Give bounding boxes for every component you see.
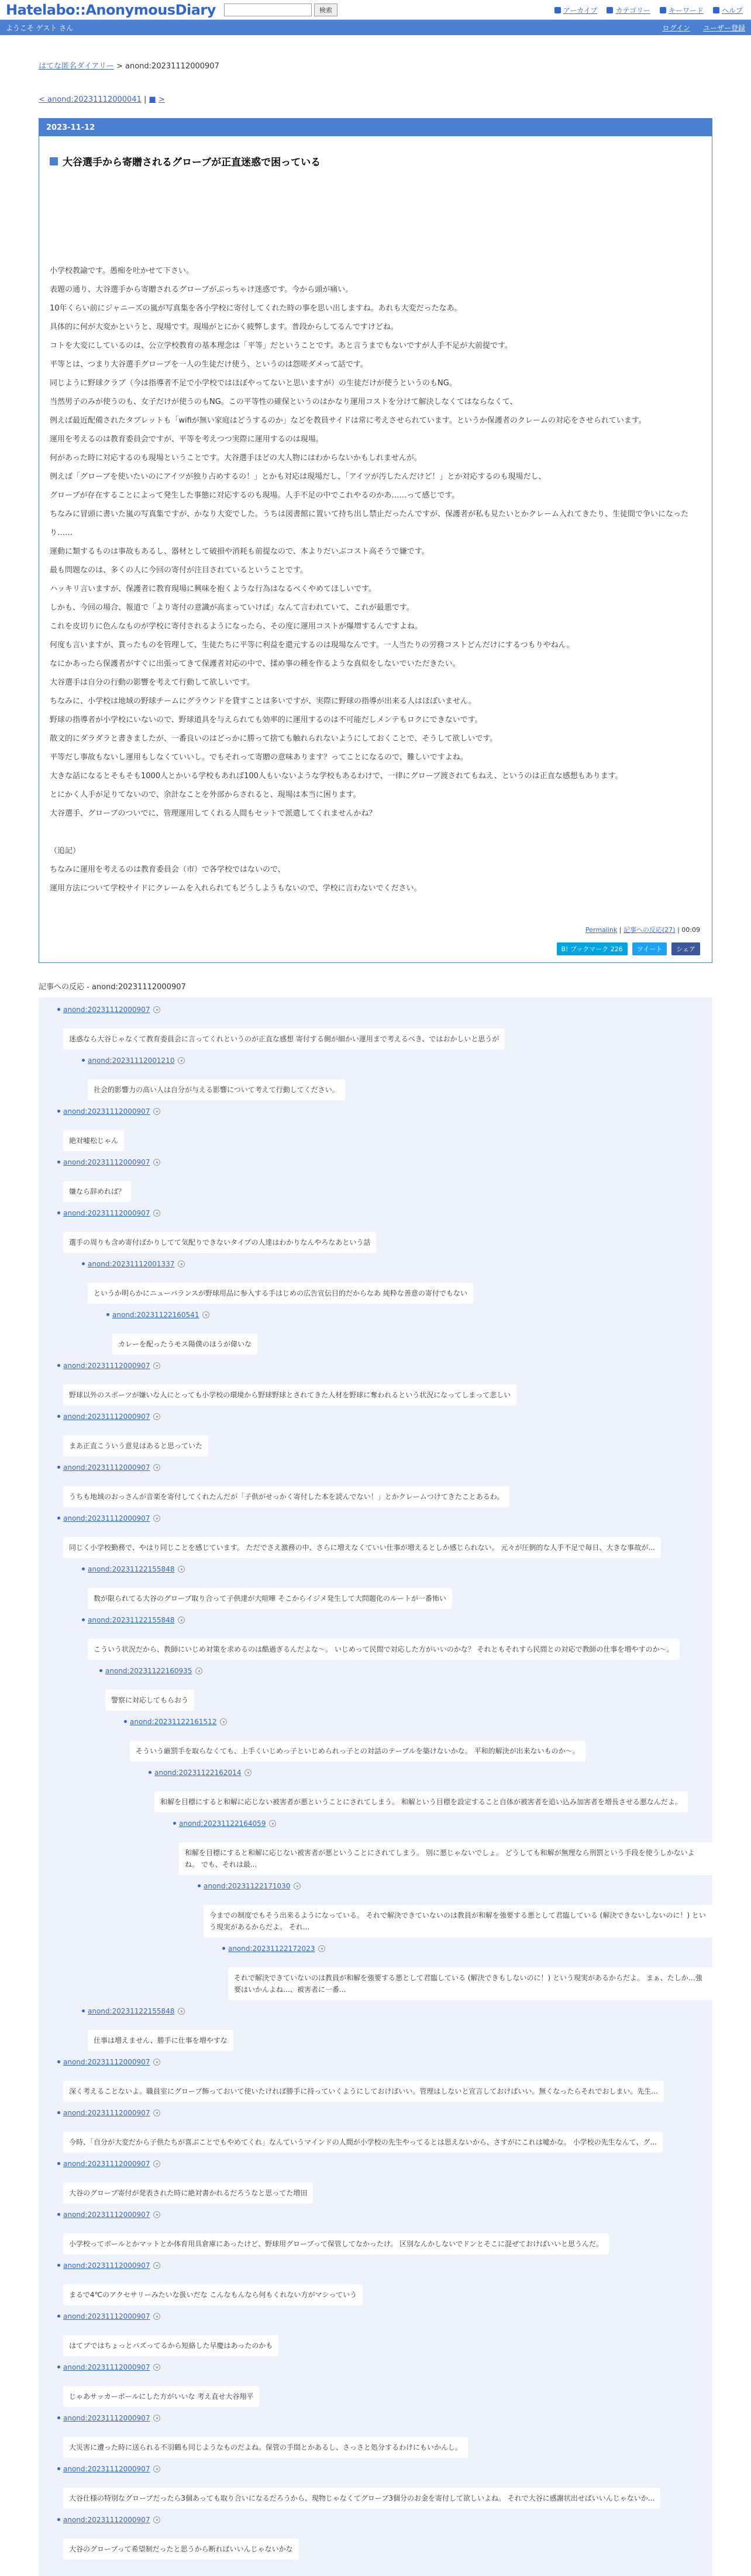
reaction-link[interactable]: anond:20231122155848 bbox=[88, 2007, 175, 2015]
reaction-item bbox=[39, 2208, 712, 2259]
entry-line: グローブが存在することによって発生した事態に対応するのも現場。人手不足の中でこれやるのかあ……って感じです。 bbox=[50, 491, 460, 500]
reaction-header bbox=[88, 1258, 712, 1270]
reaction-item bbox=[39, 2157, 712, 2208]
reaction-item bbox=[39, 1105, 712, 1156]
entry-line: 運用方法について学校サイドにクレームを入れられてもどうしようもないので、学校に言わないでください。 bbox=[50, 884, 422, 893]
reaction-header bbox=[63, 1156, 712, 1169]
reaction-item bbox=[39, 2412, 712, 2463]
breadcrumb-home[interactable]: はてな匿名ダイアリー bbox=[39, 62, 114, 71]
register-link[interactable]: ユーザー登録 bbox=[702, 23, 745, 32]
reaction-link[interactable]: anond:20231112001210 bbox=[88, 1056, 175, 1065]
reaction-text: まあ正直こういう意見はあると思っていた bbox=[63, 1435, 208, 1456]
reaction-item bbox=[39, 1563, 712, 1614]
reaction-item bbox=[39, 1410, 712, 1461]
reaction-header bbox=[88, 1563, 712, 1576]
expand-arrow-icon[interactable]: ▾ bbox=[153, 1210, 160, 1217]
top-nav bbox=[554, 5, 743, 15]
reaction-text: 仕事は増えません、勝手に仕事を増やすな bbox=[88, 2030, 233, 2051]
reaction-header bbox=[63, 2361, 712, 2374]
reactions-list bbox=[39, 997, 712, 2576]
entry-line: 最も問題なのは、多くの人に今回の寄付が注目されているということです。 bbox=[50, 566, 308, 575]
entry-footer: Permalink | 記事への反応(27) | 00:09 bbox=[585, 926, 700, 934]
entry-line: これを皮切りに色んなものが学校に寄付されるようになったら、その度に運用コストが爆増するんですよね。 bbox=[50, 622, 423, 631]
reaction-text: 絶対嘘松じゃん bbox=[63, 1130, 124, 1151]
reaction-item bbox=[39, 1942, 712, 2005]
expand-arrow-icon[interactable]: ▾ bbox=[318, 1945, 325, 1952]
reaction-text: 嫌なら辞めれば？ bbox=[63, 1181, 131, 1202]
entry-line: 運用を考えるのは教育委員会ですが、平等を考えつつ実際に運用するのは現場。 bbox=[50, 435, 323, 444]
expand-arrow-icon[interactable]: ▾ bbox=[153, 1159, 160, 1166]
expand-arrow-icon[interactable]: ▾ bbox=[153, 1006, 160, 1013]
reaction-link[interactable]: anond:20231112001337 bbox=[88, 1260, 175, 1268]
reaction-item bbox=[39, 2005, 712, 2056]
reaction-text: はてブではちょっとバズってるから短絡した早慶はあったのかも bbox=[63, 2335, 278, 2356]
reaction-item bbox=[39, 2513, 712, 2564]
reaction-header bbox=[63, 2107, 712, 2119]
search-button[interactable]: 検索 bbox=[314, 4, 337, 16]
entry-line: 大谷選手は自分の行動の影響を考えて行動して欲しいです。 bbox=[50, 678, 254, 687]
title-square-icon bbox=[50, 157, 58, 165]
reaction-header bbox=[63, 1359, 712, 1372]
reaction-item bbox=[39, 2361, 712, 2412]
reaction-header bbox=[228, 1942, 712, 1955]
entry-line: 平等だし事故もないし運用もしなくていいし。でもそれって寄贈の意味あります？ってことになるので、難しいですよね。 bbox=[50, 753, 468, 762]
reaction-link[interactable]: anond:20231112000907 bbox=[63, 2516, 150, 2524]
entry-line: （追記） bbox=[50, 847, 81, 855]
archive-icon bbox=[554, 7, 561, 13]
entry-line: 大きな話になるとそもそも1000人とかいる学校もあれば100人もいないような学校もあるわけで、一律にグローブ渡されてもねえ、というのは正直な感想もあります。 bbox=[50, 772, 623, 781]
reaction-text: そういう厳罰手を取らなくても、上手くいじめっ子といじめられっ子との対話のテーブルを築けないかな。 平和的解決が出来ないものか～。 bbox=[130, 1741, 585, 1762]
reaction-link[interactable]: anond:20231112000907 bbox=[63, 2160, 150, 2168]
expand-arrow-icon[interactable]: ▾ bbox=[153, 2364, 160, 2371]
reaction-header bbox=[63, 1410, 712, 1423]
reaction-text: 大谷仕様の特別なグローブだったら3個あっても取り合いになるだろうから、現物じゃなくてグローブ3個分のお金を寄付して欲しいよね。 それで大谷に感謝状出せばいいんじゃないか... bbox=[63, 2488, 660, 2509]
entry-line: ちなみに、小学校は地域の野球チームにグラウンドを貸すことは多いですが、実際に野球の指導が出来る人はほぼいません。 bbox=[50, 697, 476, 706]
reaction-header bbox=[63, 1512, 712, 1525]
reaction-header bbox=[63, 1461, 712, 1474]
reaction-text: それで解決できていないのは教員が和解を強要する悪として君臨している (解決できもしないのに！) という現実があるからだよ。 まぁ、たしか…強要はいかんよね…、被害者に一番... bbox=[228, 1967, 712, 2000]
breadcrumb bbox=[39, 60, 751, 71]
entry-line: ちなみに冒頭に書いた嵐の写真集ですが、かなり大変でした。うちは図書館に置いて持ち出し禁止だったんですが、保護者が私も見たいとかクレーム入れてきたり、生徒間で争いになったり…… bbox=[50, 510, 689, 537]
reaction-text: 和解を目標にすると和解に応じない被害者が悪ということにされてしまう。 和解という目標を設定すること自体が被害者を追い込み加害者を増長させる悪なんだよ。 bbox=[154, 1791, 688, 1812]
entry-time: 00:09 bbox=[681, 926, 700, 934]
reaction-text: 迷惑なら大谷じゃなくて教育委員会に言ってくれというのが正直な感想 寄付する側が細かい運用まで考えるべき、ではおかしいと思うが bbox=[63, 1028, 505, 1049]
welcome-bar bbox=[0, 20, 751, 35]
entry-line: 小学校教諭です。愚痴を吐かせて下さい。 bbox=[50, 267, 194, 275]
reaction-text: 選手の周りも含め寄付ばかりしてて気配りできないタイプの人達はわかりなんやろなあという話 bbox=[63, 1232, 376, 1253]
reaction-header bbox=[63, 1003, 712, 1016]
reaction-link[interactable]: anond:20231112000907 bbox=[63, 1209, 150, 1217]
share-buttons bbox=[39, 942, 700, 955]
expand-arrow-icon[interactable]: ▾ bbox=[153, 1515, 160, 1522]
reaction-link[interactable]: anond:20231112000907 bbox=[63, 1006, 150, 1014]
expand-arrow-icon[interactable]: ▾ bbox=[178, 1566, 185, 1573]
refs-link[interactable]: 記事への反応(27) bbox=[623, 926, 676, 934]
site-logo[interactable]: Hatelabo::AnonymousDiary bbox=[6, 1, 216, 18]
reaction-link[interactable]: anond:20231112000907 bbox=[63, 1463, 150, 1472]
entry-line: なにかあったら保護者がすぐに出張ってきて保護者対応の中で、揉め事の種を作るような真似をしないでいただきたい。 bbox=[50, 659, 460, 668]
reaction-text: 野球以外のスポーツが嫌いな人にとっても小学校の環境から野球野球とされてきた人材を野球に奪われるという状況になってしまって悲しい bbox=[63, 1384, 516, 1406]
entry-line: とにかく人手が足りてないので、余計なことを外部からされると、現場は本当に困ります。 bbox=[50, 790, 361, 799]
reaction-header bbox=[88, 1614, 712, 1627]
nav-category[interactable] bbox=[607, 5, 650, 15]
home-link[interactable]: ■ bbox=[149, 95, 156, 104]
expand-arrow-icon[interactable]: ▾ bbox=[153, 2516, 160, 2523]
reaction-link[interactable]: anond:20231112000907 bbox=[63, 1107, 150, 1116]
nav-help[interactable] bbox=[713, 5, 743, 15]
reaction-text: 大災害に遭った時に送られる不羽鶴も同じようなものだよね。保管の手間とかあるし、さっさと処分するわけにもいかんし。 bbox=[63, 2437, 468, 2458]
reaction-link[interactable]: anond:20231122160541 bbox=[112, 1311, 199, 1319]
prev-next-nav: < anond:20231112000041 | ■ > bbox=[39, 95, 165, 104]
expand-arrow-icon[interactable]: ▾ bbox=[153, 2160, 160, 2167]
reaction-item bbox=[39, 1614, 712, 1665]
expand-arrow-icon[interactable]: ▾ bbox=[153, 1464, 160, 1471]
reaction-item bbox=[39, 1715, 712, 1766]
reaction-link[interactable]: anond:20231112000907 bbox=[63, 2058, 150, 2066]
entry-body bbox=[50, 262, 700, 898]
reaction-item bbox=[39, 1880, 712, 1942]
expand-arrow-icon[interactable]: ▾ bbox=[178, 1617, 185, 1624]
reaction-text: 数が限られてる大谷のグローブ取り合って子供達が大喧嘩 そこからイジメ発生して大問題化のルートが一番怖い bbox=[88, 1588, 452, 1609]
nav-archive[interactable] bbox=[554, 5, 598, 15]
expand-arrow-icon[interactable]: ▾ bbox=[178, 1057, 185, 1064]
reaction-header bbox=[130, 1715, 712, 1728]
reaction-text: というか明らかにニューバランスが野球用品に参入する手はじめの広告宣伝目的だからなあ 純粋な善意の寄付でもない bbox=[88, 1283, 473, 1304]
reaction-header bbox=[112, 1308, 712, 1321]
reaction-link[interactable]: anond:20231112000907 bbox=[63, 2465, 150, 2473]
reaction-link[interactable]: anond:20231122155848 bbox=[88, 1565, 175, 1573]
expand-arrow-icon[interactable]: ▾ bbox=[220, 1718, 227, 1725]
entry-line: 何があった時に対応するのも現場ということです。大谷選手ほどの大人物にはわからないかもしれませんが。 bbox=[50, 454, 422, 462]
entry-title bbox=[50, 154, 712, 168]
entry-line: 例えば最近配備されたタブレットも「wifiが無い家庭はどうするのか」などを教員サイドは常に考えさせられています。というか保護者のクレームの対応をさせられています。 bbox=[50, 416, 646, 425]
permalink[interactable]: Permalink bbox=[585, 926, 618, 934]
search-form bbox=[224, 4, 337, 16]
reaction-text: まるで4℃のアクセサリーみたいな扱いだな こんなもんなら何もくれない方がマシっていう bbox=[63, 2284, 363, 2305]
entry-line: 具体的に何が大変かというと、現場です。現場がとにかく疲弊します。普段からしてるんですけどね。 bbox=[50, 323, 398, 332]
entry-line: 表題の通り、大谷選手から寄贈されるグローブがぶっちゃけ迷惑です。今から頭が痛い。 bbox=[50, 285, 353, 294]
expand-arrow-icon[interactable]: ▾ bbox=[178, 2008, 185, 2015]
diary-entry bbox=[39, 118, 712, 963]
expand-arrow-icon[interactable]: ▾ bbox=[153, 1108, 160, 1115]
reaction-text: 警察に対応してもらおう bbox=[105, 1690, 194, 1711]
reaction-link[interactable]: anond:20231112000907 bbox=[63, 1514, 150, 1522]
reaction-item bbox=[39, 1054, 712, 1105]
reaction-header bbox=[88, 2005, 712, 2018]
reaction-link[interactable]: anond:20231122164059 bbox=[179, 1819, 266, 1828]
reaction-header bbox=[63, 1105, 712, 1118]
hatena-bookmark-button[interactable]: B! ブックマーク 226 bbox=[557, 942, 628, 955]
entry-title-text: 大谷選手から寄贈されるグローブが正直迷惑で困っている bbox=[63, 157, 321, 168]
reaction-text: 和解を目標にすると和解に応じない被害者が悪ということにされてしまう。 別に悪じゃないでしょ。 どうしても和解が無理なら刑罰という手段を使うしかないよね。 でも、それは最... bbox=[179, 1842, 712, 1875]
reaction-link[interactable]: anond:20231112000907 bbox=[63, 2363, 150, 2371]
reaction-text: カレーを配ったうモス陽僕のほうが偉いな bbox=[112, 1334, 257, 1355]
expand-arrow-icon[interactable]: ▾ bbox=[153, 1362, 160, 1369]
reaction-header bbox=[63, 2412, 712, 2425]
reaction-item bbox=[39, 1512, 712, 1563]
entry-line: コトを大変にしているのは、公立学校教育の基本理念は「平等」だということです。あと言うまでもないですが人手不足が大前提です。 bbox=[50, 341, 512, 350]
reaction-link[interactable]: anond:20231122171030 bbox=[204, 1882, 291, 1890]
refs-title: 記事への反応 - anond:20231112000907 bbox=[39, 983, 186, 992]
expand-arrow-icon[interactable]: ▾ bbox=[153, 2465, 160, 2473]
nav-keyword-label: キーワード bbox=[668, 6, 704, 15]
reaction-item bbox=[39, 2259, 712, 2310]
reaction-item bbox=[39, 2107, 712, 2157]
reaction-text: 今までの制度でもそう出来るようになっている。 それで解決できていないのは教員が和解を強要する悪として君臨している (解決できないしないのに！) という現実があるからだよ。 それ... bbox=[204, 1905, 712, 1938]
entry-line: しかも、今回の場合、報道で「より寄付の意識が高まっていけば」なんて言われていて、これが最悪です。 bbox=[50, 603, 414, 612]
entry-line: 散文的にダラダラと書きましたが、一番良いのはどっかに勝って捨ても触れられないようにしておくことで、そうして欲しいです。 bbox=[50, 734, 498, 743]
entry-line: 当然男子のみが使うのも、女子だけが使うのもNG。この平等性の確保というのはかなり運用コストを分けて解決しなくてはならなくて、 bbox=[50, 398, 518, 406]
reaction-header bbox=[63, 2513, 712, 2526]
reaction-item bbox=[39, 1207, 712, 1258]
reaction-link[interactable]: anond:20231112000907 bbox=[63, 1158, 150, 1166]
facebook-share-button[interactable]: シェア bbox=[671, 942, 700, 955]
reaction-header bbox=[63, 2208, 712, 2221]
reaction-item bbox=[39, 1665, 712, 1715]
reaction-link[interactable]: anond:20231112000907 bbox=[63, 2414, 150, 2422]
reaction-text: 大谷のグローブって希望制だったと思うから断ればいいんじゃないかな bbox=[63, 2539, 299, 2560]
reaction-item bbox=[39, 1003, 712, 1054]
entry-line: 10年くらい前にジャニーズの嵐が写真集を各小学校に寄付してくれた時の事を思い出しますね。あれも大変だったなあ。 bbox=[50, 304, 462, 313]
entry-line: 野球の指導者が小学校にいないので、野球道具を与えられても効率的に運用するのは不可能だしメンテもロクにできないです。 bbox=[50, 716, 483, 724]
welcome-text: ようこそ ゲスト さん bbox=[6, 23, 74, 32]
reaction-item bbox=[39, 1258, 712, 1308]
reaction-header bbox=[88, 1054, 712, 1067]
reaction-link[interactable]: anond:20231122162014 bbox=[154, 1769, 242, 1777]
reaction-text: 小学校ってボールとかマットとか体育用具倉庫にあったけど、野球用グローブって保管してなかったけ。 区別なんかしないでドンとそこに混ぜておけばいいと思うんだ。 bbox=[63, 2233, 609, 2254]
site-header bbox=[0, 0, 751, 20]
reaction-header bbox=[63, 2056, 712, 2069]
reaction-header bbox=[63, 2310, 712, 2323]
reaction-link[interactable]: anond:20231122155848 bbox=[88, 1616, 175, 1624]
reaction-header bbox=[63, 1207, 712, 1220]
reaction-link[interactable]: anond:20231122160935 bbox=[105, 1667, 192, 1675]
entry-line: 大谷選手、グローブのついでに、管理運用してくれる人間もセットで派遣してくれませんかね？ bbox=[50, 809, 377, 818]
entry-line: 平等とは、つまり大谷選手グローブを一人の生徒だけ使う、というのは怨嗟ダメって話です。 bbox=[50, 360, 368, 369]
reaction-link[interactable]: anond:20231122161512 bbox=[130, 1718, 217, 1726]
help-icon bbox=[713, 7, 719, 13]
reaction-link[interactable]: anond:20231112000907 bbox=[63, 2312, 150, 2321]
reaction-text: 今時、「自分が大変だから子供たちが喜ぶことでもやめてくれ」なんていうマインドの人間が小学校の先生やってるとは思えないから、さすがにこれは嘘かな。 小学校の先生なんて、グ... bbox=[63, 2132, 663, 2153]
breadcrumb-current: anond:20231112000907 bbox=[125, 62, 219, 71]
expand-arrow-icon[interactable]: ▾ bbox=[202, 1311, 209, 1318]
reaction-item bbox=[39, 1308, 712, 1359]
entry-line: 何度も言いますが、貰ったものを管理して、生徒たちに平等に利益を還元するのは現場なんです。一人当たりの労務コストどんだけにするつもりやねん。 bbox=[50, 641, 574, 650]
reaction-link[interactable]: anond:20231112000907 bbox=[63, 2109, 150, 2117]
expand-arrow-icon[interactable]: ▾ bbox=[153, 2109, 160, 2116]
reaction-text: 同じく小学校勤務で、やはり同じことを感じています。 ただでさえ激務の中、さらに増えなくていい仕事が増えるとしか感じられない。 元々が圧倒的な人手不足で毎日、大きな事故が... bbox=[63, 1537, 661, 1558]
reaction-header bbox=[179, 1817, 712, 1830]
nav-archive-label: アーカイブ bbox=[563, 6, 598, 15]
expand-arrow-icon[interactable]: ▾ bbox=[153, 1413, 160, 1420]
expand-arrow-icon[interactable]: ▾ bbox=[269, 1820, 276, 1827]
reaction-text: 社会的影響力の高い人は自分が与える影響について考えて行動してください。 bbox=[88, 1079, 345, 1100]
nav-category-label: カテゴリー bbox=[615, 6, 650, 15]
expand-arrow-icon[interactable]: ▾ bbox=[153, 2059, 160, 2066]
tweet-button[interactable]: ツイート bbox=[632, 942, 667, 955]
entry-line: 同じように野球クラブ（今は指導者不足で小学校ではほぼやってないと思いますが）の生徒だけが使うというのもNG。 bbox=[50, 379, 457, 388]
keyword-icon bbox=[660, 7, 666, 13]
reaction-header bbox=[105, 1665, 712, 1677]
reaction-link[interactable]: anond:20231122172023 bbox=[228, 1945, 315, 1953]
next-link[interactable]: > bbox=[158, 95, 165, 104]
reaction-text: こういう状況だから、教師にいじめ対策を求めるのは酷過ぎるんだよな～。 いじめって民間で対応した方がいいのかな？ それともそれすら民間との対応で教師の仕事を増やすのか～。 bbox=[88, 1639, 680, 1660]
reaction-item bbox=[39, 1817, 712, 1880]
expand-arrow-icon[interactable]: ▾ bbox=[244, 1769, 252, 1776]
expand-arrow-icon[interactable]: ▾ bbox=[178, 1261, 185, 1268]
reaction-header bbox=[204, 1880, 712, 1893]
reaction-item bbox=[39, 2463, 712, 2513]
expand-arrow-icon[interactable]: ▾ bbox=[153, 2262, 160, 2269]
expand-arrow-icon[interactable]: ▾ bbox=[294, 1883, 301, 1890]
prev-link[interactable]: < anond:20231112000041 bbox=[39, 95, 142, 104]
reaction-item bbox=[39, 1359, 712, 1410]
reaction-item bbox=[39, 1156, 712, 1207]
expand-arrow-icon[interactable]: ▾ bbox=[195, 1667, 202, 1674]
reaction-text: うちも地域のおっさんが音楽を寄付してくれたんだが「子供がせっかく寄付した本を読んでない！」とかクレームつけてきたことあるわ。 bbox=[63, 1486, 509, 1507]
expand-arrow-icon[interactable]: ▾ bbox=[153, 2211, 160, 2218]
reaction-item bbox=[39, 1766, 712, 1817]
login-link[interactable]: ログイン bbox=[662, 23, 690, 32]
reaction-item bbox=[39, 2310, 712, 2361]
reaction-header bbox=[63, 2259, 712, 2272]
breadcrumb-separator: > bbox=[113, 62, 126, 71]
reaction-item bbox=[39, 2056, 712, 2107]
entry-line: ハッキリ言いますが、保護者に教育現場に興味を抱くような行為はなるべくやめてほしいです。 bbox=[50, 585, 376, 593]
entry-line: 例えば「グローブを使いたいのにアイツが独り占めするの！」とかも対応は現場だし、「アイツが汚したんだけど！」とか対応するのも現場だし、 bbox=[50, 472, 546, 481]
reaction-text: 大谷のグローブ寄付が発表された時に絶対書かれるだろうなと思ってた増田 bbox=[63, 2183, 313, 2204]
expand-arrow-icon[interactable]: ▾ bbox=[153, 2415, 160, 2422]
reaction-text: 深く考えることないよ。職員室にグローブ飾っておいて使いたければ勝手に持っていくようにしておけばいい。管理はしないと宣言しておけばいい。無くなったらそれでおしまい。先生... bbox=[63, 2081, 664, 2102]
reaction-header bbox=[154, 1766, 712, 1779]
reaction-link[interactable]: anond:20231112000907 bbox=[63, 1362, 150, 1370]
entry-line bbox=[50, 823, 700, 842]
expand-arrow-icon[interactable]: ▾ bbox=[153, 2313, 160, 2320]
reaction-link[interactable]: anond:20231112000907 bbox=[63, 2211, 150, 2219]
reaction-header bbox=[63, 2463, 712, 2475]
entry-date: 2023-11-12 bbox=[39, 119, 712, 136]
entry-line: 運動に類するものは事故もあるし、器材として破損や消耗も前提なので、本よりだいぶコスト高そうで嫌です。 bbox=[50, 547, 429, 556]
reaction-header bbox=[63, 2157, 712, 2170]
nav-keyword[interactable] bbox=[660, 5, 704, 15]
category-icon bbox=[607, 7, 613, 13]
reaction-text: じゃあサッカーボールにした方がいいな 考え直せ大谷翔平 bbox=[63, 2386, 259, 2407]
search-input[interactable] bbox=[224, 4, 312, 16]
reaction-link[interactable]: anond:20231112000907 bbox=[63, 2261, 150, 2270]
reaction-item bbox=[39, 1461, 712, 1512]
entry-line: ちなみに運用を考えるのは教育委員会（市）で各学校ではないので、 bbox=[50, 865, 285, 874]
nav-help-label: ヘルプ bbox=[721, 6, 743, 15]
reaction-link[interactable]: anond:20231112000907 bbox=[63, 1413, 150, 1421]
